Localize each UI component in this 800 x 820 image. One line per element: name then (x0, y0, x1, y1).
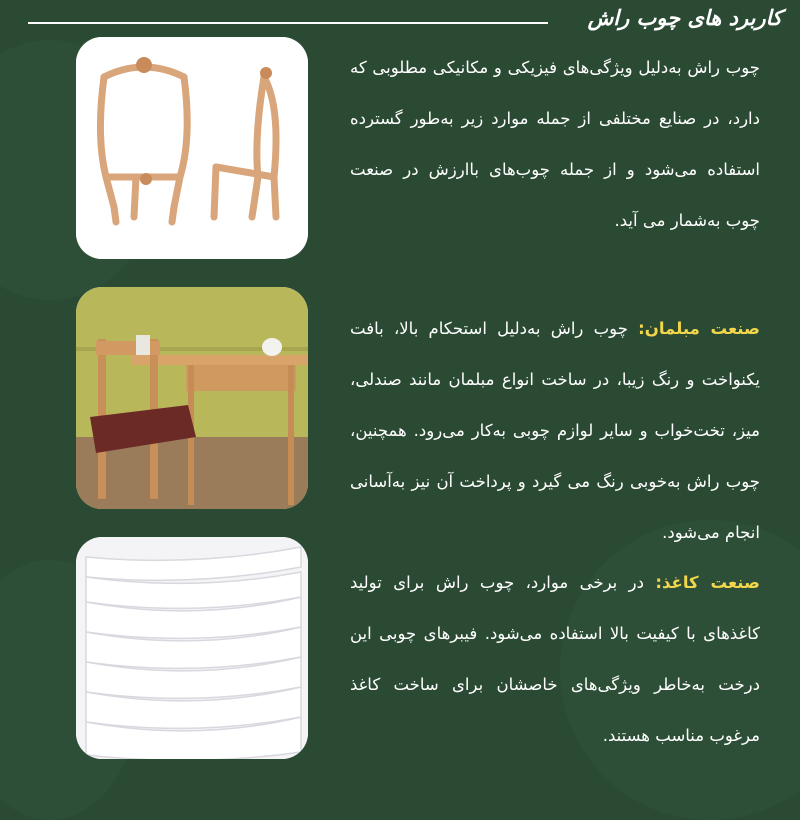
paper-text: در برخی موارد، چوب راش برای تولید کاغذهای با کیفیت بالا استفاده می‌شود. فیبرهای چوبی این درخت به‌خاطر ویژگی‌های خاصشان برای ساخت کاغذ مرغوب مناسب هستند. (350, 573, 760, 745)
intro-text: چوب راش به‌دلیل ویژگی‌های فیزیکی و مکانیکی مطلوبی که دارد، در صنایع مختلفی از جمله موارد زیر به‌طور گسترده استفاده می‌شود و از جمله چوب‌های باارزش در صنعت چوب به‌شمار می آید. (350, 58, 760, 230)
desk-and-chair-image (76, 287, 308, 509)
page-title: کاربرد های چوب راش (587, 6, 782, 30)
furniture-text: چوب راش به‌دلیل استحکام بالا، بافت یکنواخت و رنگ زیبا، در ساخت انواع مبلمان مانند صندلی، میز، تخت‌خواب و سایر لوازم چوبی به‌کار می‌رود. همچنین، چوب راش به‌خوبی رنگ می گیرد و پرداخت آن نیز به‌آسانی انجام می‌شود. (350, 319, 760, 542)
paper-heading: صنعت کاغذ: (655, 573, 760, 592)
paper-stack-image (76, 537, 308, 759)
intro-paragraph (350, 42, 760, 246)
carved-chairs-image (76, 37, 308, 259)
furniture-heading: صنعت مبلمان: (638, 319, 760, 338)
header-divider (28, 22, 548, 24)
paper-section (350, 557, 760, 761)
furniture-section (350, 303, 760, 558)
